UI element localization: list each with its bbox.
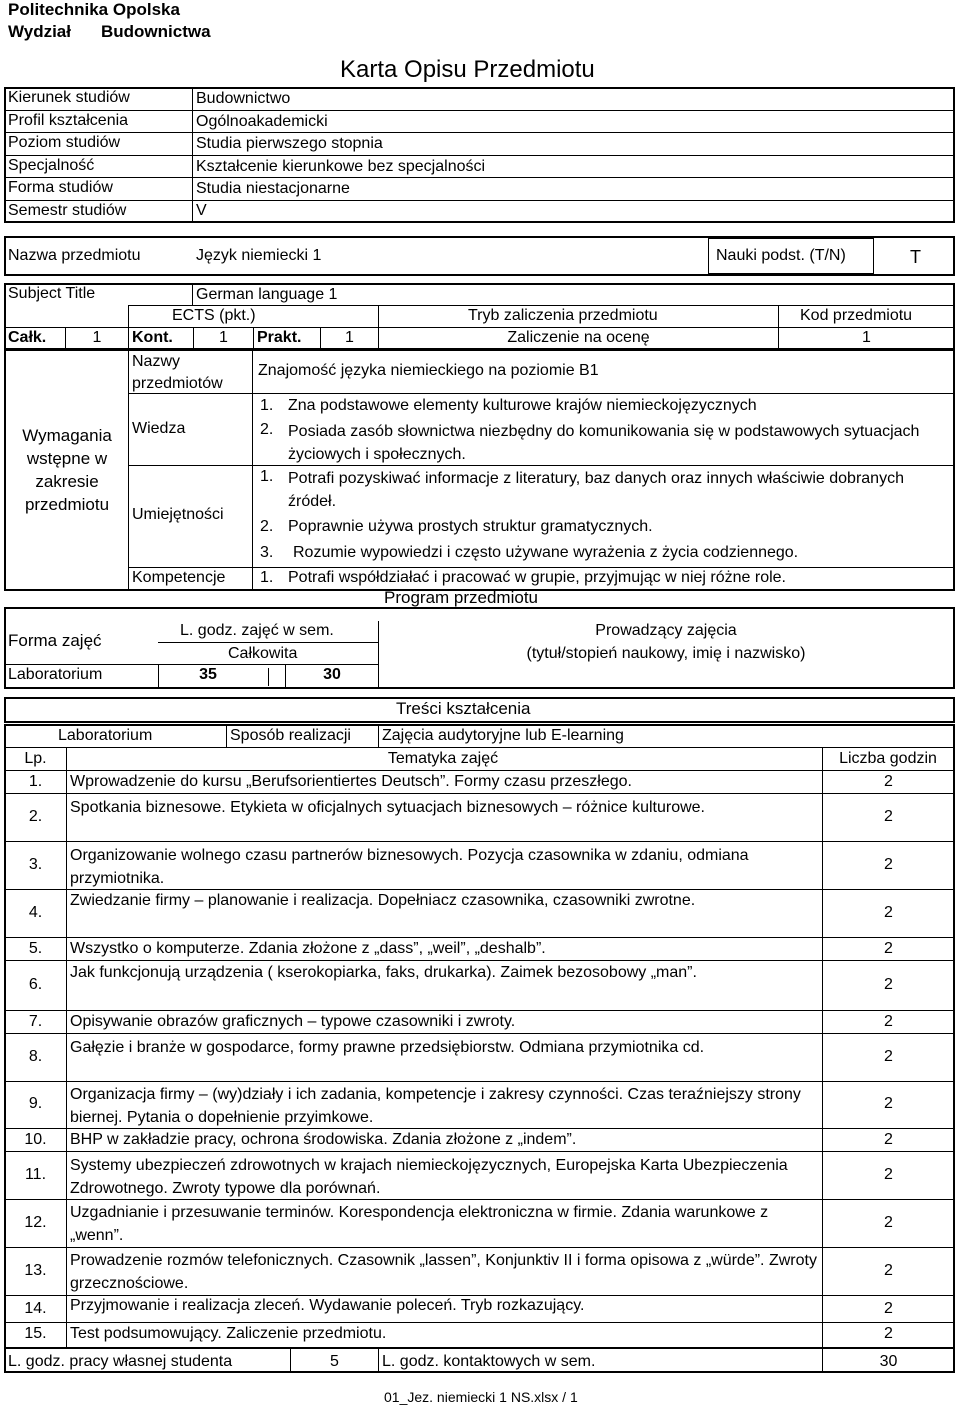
kod-label: Kod przedmiotu [800, 307, 913, 324]
lab-hours-contact: 30 [323, 666, 341, 683]
row-lp: 6. [28, 976, 43, 993]
godz-label: L. godz. zajęć w sem. [180, 622, 334, 639]
row-hours: 2 [884, 1095, 893, 1112]
row-topic: Gałęzie i branże w gospodarce, formy prawne przedsiębiorstw. Odmiana przymiotnika cd. [70, 1039, 705, 1056]
program-title: Program przedmiotu [384, 588, 539, 607]
row-topic: Jak funkcjonują urządzenia ( kserokopiarka, faks, drukarka). Zaimek bezosobowy „man”. [70, 964, 697, 981]
prakt-value: 1 [345, 329, 354, 346]
row-lp: 10. [24, 1131, 47, 1148]
row-lp: 14. [24, 1300, 47, 1317]
row-lp: 11. [24, 1166, 47, 1183]
info-label: Forma studiów [8, 179, 113, 196]
info-value: Studia pierwszego stopnia [196, 135, 383, 152]
subject-title-value: German language 1 [196, 286, 338, 303]
row-topic: Prowadzenie rozmów telefonicznych. Czasownik „lassen”, Konjunktiv II i forma opisowa z „würde”. Zwroty grzecznościowe. [70, 1252, 817, 1292]
calkowita-label: Całkowita [228, 645, 298, 662]
info-value: Budownictwo [196, 90, 291, 107]
row-hours: 2 [884, 856, 893, 873]
subject-title-label: Subject Title [8, 285, 96, 302]
laboratorium-label: Laboratorium [8, 666, 103, 683]
prakt-label: Prakt. [257, 329, 302, 346]
row-lp: 7. [28, 1013, 43, 1030]
wlasnej-label: L. godz. pracy własnej studenta [8, 1353, 233, 1370]
umiej-item-num: 2. [260, 518, 274, 535]
info-label: Poziom studiów [8, 134, 121, 151]
kompetencje-label: Kompetencje [132, 569, 226, 586]
info-label: Kierunek studiów [8, 89, 130, 106]
row-topic: Organizowanie wolnego czasu partnerów biznesowych. Pozycja czasownika w zdaniu, odmiana przymiotnika. [70, 847, 749, 887]
row-lp: 3. [28, 856, 43, 873]
row-hours: 2 [884, 1300, 893, 1317]
umiejetnosci-label: Umiejętności [132, 506, 224, 523]
faculty-label: Wydział [8, 22, 71, 41]
row-lp: 12. [24, 1214, 47, 1231]
umiej-item: Potrafi pozyskiwać informacje z literatury, baz danych oraz innych właściwie dobranych źródeł. [288, 470, 904, 510]
row-lp: 15. [24, 1325, 47, 1342]
ects-label: ECTS (pkt.) [172, 307, 256, 324]
wiedza-item: Zna podstawowe elementy kulturowe krajów niemieckojęzycznych [288, 397, 757, 414]
umiej-item-num: 3. [260, 544, 274, 561]
calk-label: Całk. [8, 329, 47, 346]
nauki-label: Nauki podst. (T/N) [716, 247, 846, 264]
row-topic: Spotkania biznesowe. Etykieta w oficjalnych sytuacjach biznesowych – różnice kulturowe. [70, 799, 705, 816]
kont-value: 1 [219, 329, 228, 346]
umiej-item: Poprawnie używa prostych struktur gramatycznych. [288, 518, 653, 535]
row-lp: 2. [28, 808, 43, 825]
info-label: Semestr studiów [8, 202, 127, 219]
info-value: Studia niestacjonarne [196, 180, 350, 197]
komp-item-num: 1. [260, 569, 274, 586]
forma-zajec-label: Forma zajęć [8, 631, 102, 650]
row-lp: 1. [28, 773, 43, 790]
wiedza-item-num: 2. [260, 421, 274, 438]
row-lp: 13. [24, 1262, 47, 1279]
prowadzacy-label: Prowadzący zajęcia [595, 622, 737, 639]
card-title: Karta Opisu Przedmiotu [340, 56, 595, 83]
row-topic: Opisywanie obrazów graficznych – typowe czasowniki i zwroty. [70, 1013, 516, 1030]
col-lp: Lp. [24, 750, 47, 767]
kontakt-label: L. godz. kontaktowych w sem. [382, 1353, 596, 1370]
umiej-item-num: 1. [260, 468, 274, 485]
row-hours: 2 [884, 1131, 893, 1148]
row-hours: 2 [884, 1262, 893, 1279]
row-hours: 2 [884, 1048, 893, 1065]
kod-value: 1 [862, 329, 871, 346]
wiedza-item-num: 1. [260, 397, 274, 414]
calk-value: 1 [92, 329, 102, 346]
row-hours: 2 [884, 1325, 893, 1342]
row-lp: 4. [28, 904, 43, 921]
info-label: Specjalność [8, 157, 95, 174]
row-hours: 2 [884, 1214, 893, 1231]
row-lp: 8. [28, 1048, 43, 1065]
row-hours: 2 [884, 1013, 893, 1030]
row-hours: 2 [884, 773, 893, 790]
kont-label: Kont. [132, 329, 173, 346]
nazwy-value: Znajomość języka niemieckiego na poziomie B1 [258, 362, 599, 379]
requirements-section-label: Wymagania wstępne w zakresie przedmiotu [22, 426, 112, 514]
row-topic: BHP w zakładzie pracy, ochrona środowiska. Zdania złożone z „indem”. [70, 1131, 577, 1148]
row-hours: 2 [884, 976, 893, 993]
row-lp: 9. [28, 1095, 43, 1112]
tresci-form-label: Laboratorium [58, 727, 153, 744]
sheet-name: 01_Jez. niemiecki 1 NS.xlsx / 1 [384, 1389, 578, 1405]
row-topic: Systemy ubezpieczeń zdrowotnych w krajach niemieckojęzycznych, Europejska Karta Ubezpieczenia Zdrowotnego. Zwroty typowe dla porównań. [70, 1157, 788, 1197]
row-hours: 2 [884, 904, 893, 921]
row-topic: Wszystko o komputerze. Zdania złożone z „dass”, „weil”, „deshalb”. [70, 940, 546, 957]
subject-name-label: Nazwa przedmiotu [8, 247, 141, 264]
info-value: Kształcenie kierunkowe bez specjalności [196, 158, 486, 175]
row-topic: Przyjmowanie i realizacja zleceń. Wydawanie poleceń. Tryb rozkazujący. [70, 1297, 585, 1314]
umiej-item: Rozumie wypowiedzi i często używane wyrażenia z życia codziennego. [293, 544, 799, 561]
nazwy-label: Nazwy przedmiotów [132, 353, 223, 392]
faculty-value: Budownictwa [101, 22, 211, 41]
komp-item: Potrafi współdziałać i pracować w grupie, przyjmując w niej różne role. [288, 569, 786, 586]
subject-name-value: Język niemiecki 1 [196, 247, 322, 264]
zaliczenie-value: Zaliczenie na ocenę [507, 329, 650, 346]
info-value: Ogólnoakademicki [196, 113, 328, 130]
university-name: Politechnika Opolska [8, 0, 180, 19]
col-tematyka: Tematyka zajęć [387, 750, 499, 767]
lab-hours-total: 35 [199, 666, 217, 683]
wiedza-label: Wiedza [132, 420, 186, 437]
tresci-title: Treści kształcenia [396, 699, 531, 718]
prowadzacy-sublabel: (tytuł/stopień naukowy, imię i nazwisko) [526, 645, 806, 662]
info-label: Profil kształcenia [8, 112, 129, 129]
row-topic: Test podsumowujący. Zaliczenie przedmiotu. [70, 1325, 387, 1342]
row-topic: Uzgadnianie i przesuwanie terminów. Korespondencja elektroniczna w firmie. Zdania warunkowe z „wenn”. [70, 1204, 769, 1244]
tryb-label: Tryb zaliczenia przedmiotu [468, 307, 658, 324]
row-topic: Zwiedzanie firmy – planowanie i realizacja. Dopełniacz czasownika, czasowniki zwrotne. [70, 892, 696, 909]
kontakt-value: 30 [879, 1353, 898, 1370]
row-hours: 2 [884, 808, 893, 825]
row-lp: 5. [28, 940, 43, 957]
nauki-value: T [910, 247, 921, 267]
row-topic: Organizacja firmy – (wy)działy i ich zadania, kompetencje i zakresy czynności. Czas teraźniejszy strony biernej. Pytania o dopełnienie przyimkowe. [70, 1086, 801, 1126]
info-value: V [196, 202, 207, 219]
row-topic: Wprowadzenie do kursu „Berufsorientiertes Deutsch”. Formy czasu przeszłego. [70, 773, 632, 790]
wlasnej-value: 5 [330, 1353, 339, 1370]
sposob-value: Zajęcia audytoryjne lub E-learning [382, 727, 624, 744]
wiedza-item: Posiada zasób słownictwa niezbędny do komunikowania się w podstawowych sytuacjach życiowych i społecznych. [288, 423, 920, 463]
row-hours: 2 [884, 940, 893, 957]
sposob-label: Sposób realizacji [230, 727, 351, 744]
row-hours: 2 [884, 1166, 893, 1183]
col-liczba-godzin: Liczba godzin [839, 750, 937, 767]
